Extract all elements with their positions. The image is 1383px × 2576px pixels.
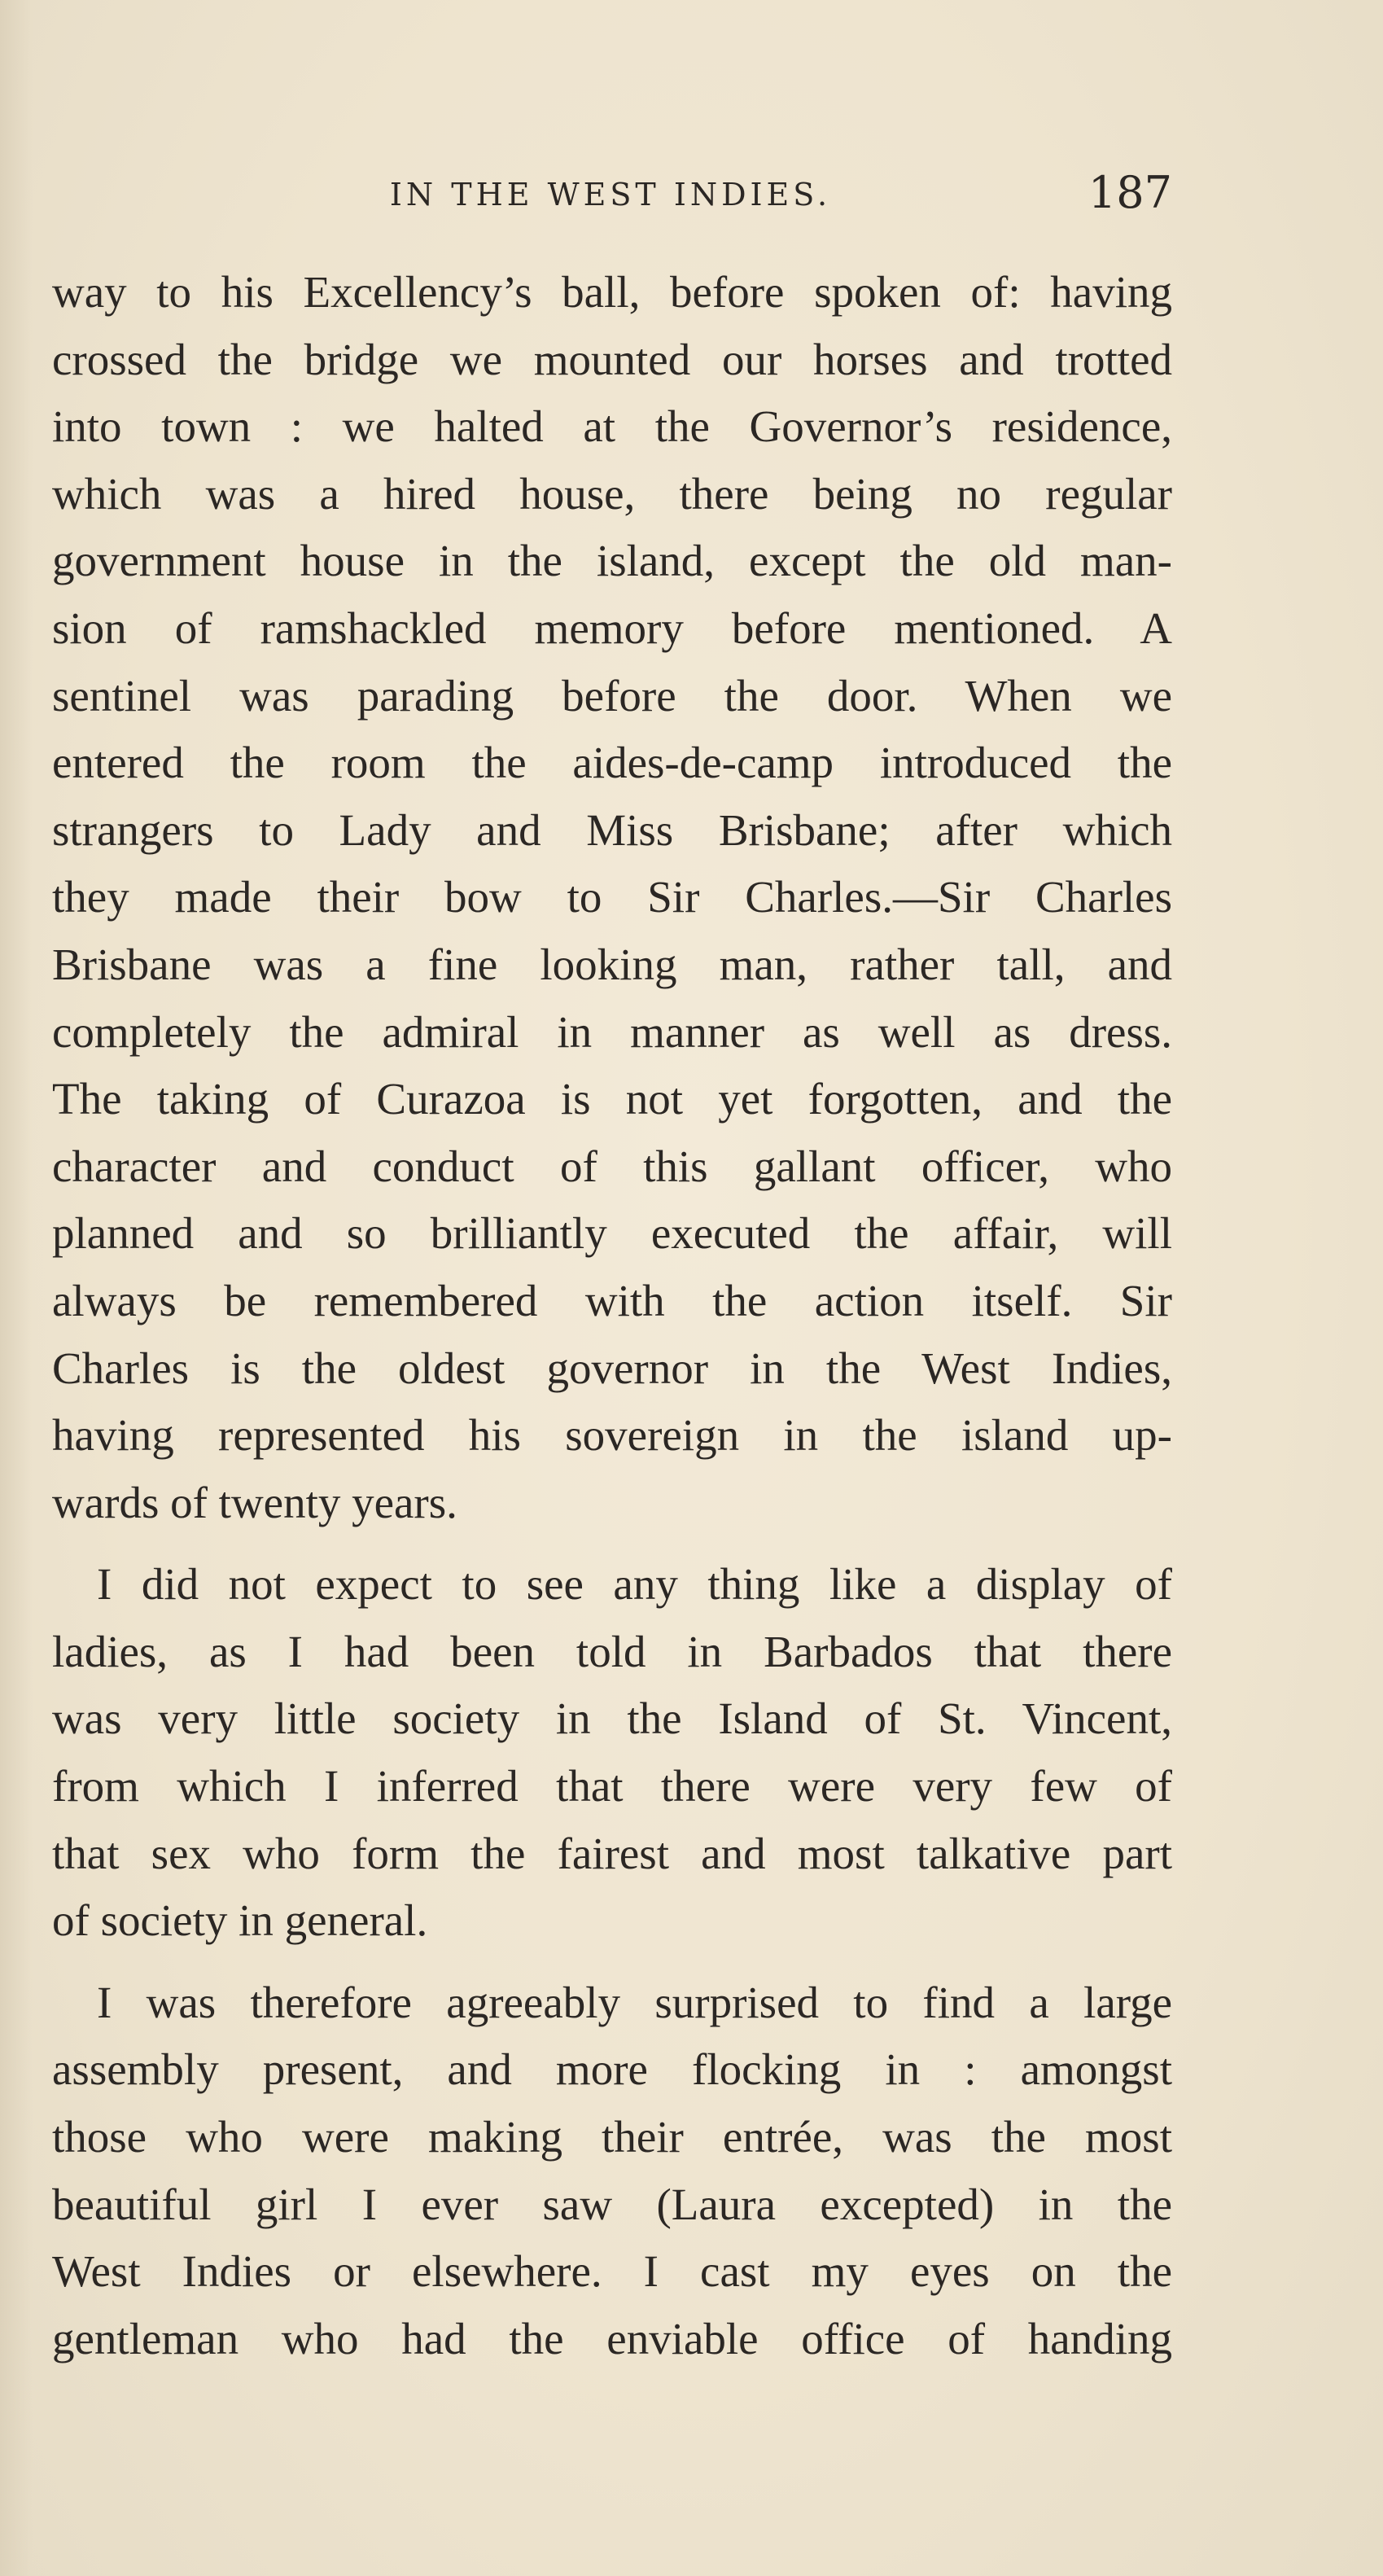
text-line: gentleman who had the enviable office of handing bbox=[52, 2313, 1172, 2364]
running-title: IN THE WEST INDIES. bbox=[389, 177, 832, 212]
text-line: having represented his sovereign in the island up- bbox=[52, 1410, 1172, 1461]
text-line: Charles is the oldest governor in the West Indies, bbox=[52, 1343, 1172, 1393]
text-line: they made their bow to Sir Charles.—Sir Charles bbox=[52, 872, 1172, 922]
text-line: which was a hired house, there being no regular bbox=[52, 468, 1172, 519]
text-line: government house in the island, except the old man- bbox=[52, 536, 1172, 586]
page-number: 187 bbox=[1088, 167, 1172, 218]
page-header bbox=[49, 167, 1172, 224]
text-line: crossed the bridge we mounted our horses and trotted bbox=[52, 334, 1172, 384]
text-line: into town : we halted at the Governor’s residence, bbox=[52, 401, 1172, 452]
text-line: from which I inferred that there were very few of bbox=[52, 1761, 1172, 1812]
text-line: sion of ramshackled memory before mentioned. A bbox=[52, 602, 1172, 653]
text-line: completely the admiral in manner as well as dress. bbox=[52, 1006, 1172, 1057]
text-line: way to his Excellency’s ball, before spoken of: having bbox=[52, 267, 1172, 317]
text-line: ladies, as I had been told in Barbados that there bbox=[52, 1626, 1172, 1676]
text-line: assembly present, and more flocking in : amongst bbox=[52, 2044, 1172, 2095]
text-line-paragraph-start: I did not expect to see any thing like a display of bbox=[97, 1559, 1172, 1610]
page-gutter-shadow bbox=[0, 0, 33, 2576]
text-line: those who were making their entrée, was the most bbox=[52, 2112, 1172, 2162]
text-line: always be remembered with the action itself. Sir bbox=[52, 1275, 1172, 1325]
text-line: Brisbane was a fine looking man, rather tall, and bbox=[52, 939, 1172, 989]
text-line: character and conduct of this gallant officer, who bbox=[52, 1141, 1172, 1191]
text-line-paragraph-end: of society in general. bbox=[52, 1895, 428, 1946]
text-line: was very little society in the Island of St. Vincent, bbox=[52, 1693, 1172, 1744]
text-line-paragraph-end: wards of twenty years. bbox=[52, 1477, 457, 1527]
text-line: sentinel was parading before the door. When we bbox=[52, 670, 1172, 721]
body-text bbox=[52, 259, 1172, 2372]
text-line: strangers to Lady and Miss Brisbane; after which bbox=[52, 804, 1172, 855]
text-line: that sex who form the fairest and most talkative part bbox=[52, 1828, 1172, 1878]
text-line: entered the room the aides-de-camp introduced the bbox=[52, 738, 1172, 788]
text-line: planned and so brilliantly executed the affair, will bbox=[52, 1208, 1172, 1259]
text-line-paragraph-start: I was therefore agreeably surprised to find a large bbox=[97, 1977, 1172, 2027]
text-line: beautiful girl I ever saw (Laura excepted) in the bbox=[52, 2179, 1172, 2229]
text-line: West Indies or elsewhere. I cast my eyes on the bbox=[52, 2246, 1172, 2297]
text-line: The taking of Curazoa is not yet forgotten, and the bbox=[52, 1074, 1172, 1124]
